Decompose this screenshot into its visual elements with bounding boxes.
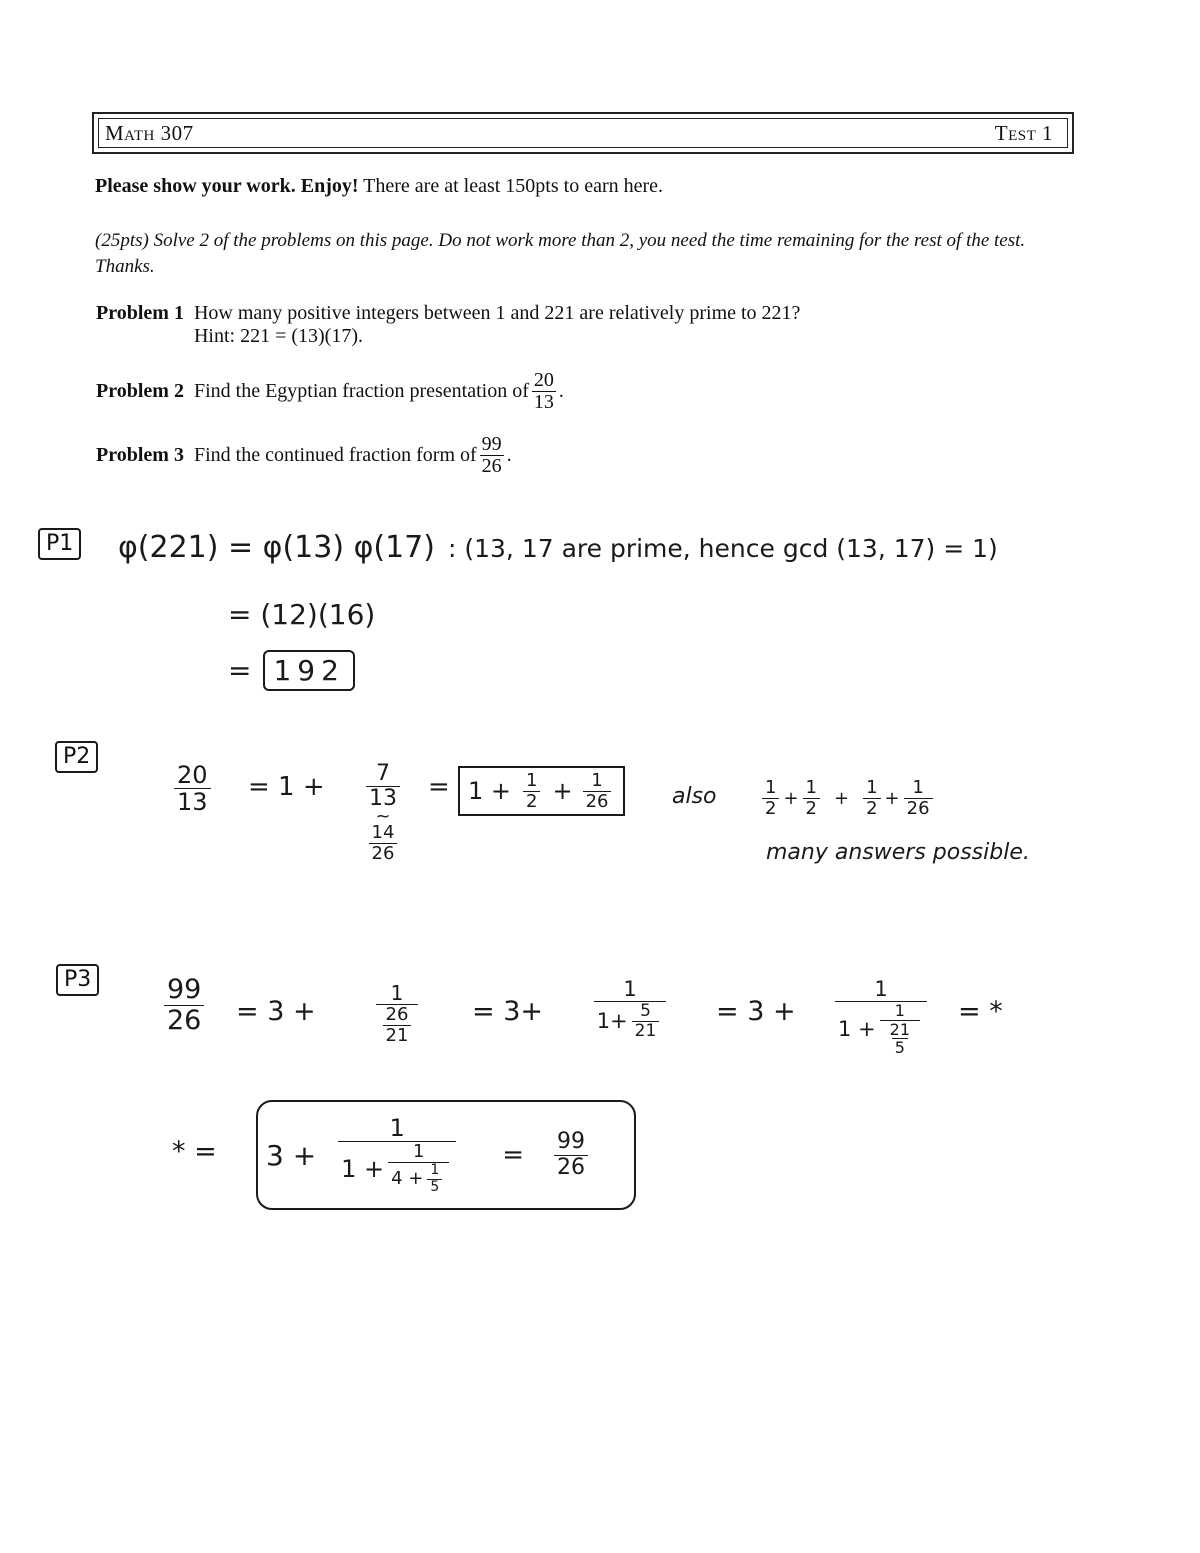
problem-1 [96, 302, 800, 348]
p2-lhs-num: 20 [177, 761, 208, 789]
course-title: Math 307 [105, 120, 194, 145]
p3-f-num: 1 [389, 1114, 405, 1143]
problem-2-fraction [532, 370, 556, 413]
p2-tag: P2 [55, 741, 98, 773]
p3-s3-top: 1 [894, 1001, 905, 1021]
p2-box-plus: + [552, 777, 573, 805]
p3-s3-num: 1 [874, 977, 888, 1001]
p1-tag: P1 [38, 528, 81, 560]
p3-s1-eq: = 3 + [236, 996, 316, 1027]
header-box [92, 112, 1074, 154]
p3-s2-inner-num: 5 [640, 1001, 651, 1022]
header-inner [98, 118, 1068, 148]
p3-s2-eq: = 3+ [472, 996, 544, 1027]
p2-box-f1-num: 1 [526, 769, 538, 791]
p3-tag: P3 [56, 964, 99, 996]
p3-s3-bot: 5 [892, 1038, 908, 1057]
p3-f-den-a: 1 + [341, 1154, 385, 1183]
p3-f-eq: = [502, 1140, 524, 1170]
p3-s3-den-a: 1 + [838, 1016, 876, 1041]
p2-tilde-mark: ~ [375, 806, 391, 828]
p2-alt-plus-1: + [783, 787, 799, 809]
problem-3-label: Problem 3 [96, 444, 184, 466]
p2-box-f2-num: 1 [591, 769, 603, 791]
p2-alt-plus-3: + [884, 787, 900, 809]
p3-step2 [570, 978, 690, 1040]
p2-alt-plus-2: + [834, 787, 850, 809]
p2-lhs-den: 13 [174, 788, 211, 815]
problem-2-text: Find the Egyptian fraction presentation of [193, 380, 529, 402]
p2-seven-thirteenths [362, 762, 404, 864]
p3-f-inner-den: 5 [427, 1179, 442, 1195]
intro-line [95, 173, 1095, 200]
p2-half-2-num: 1 [805, 777, 817, 798]
p3-s1-inner-den: 21 [383, 1025, 412, 1046]
p2-answer [458, 766, 625, 816]
p3-s3-eq: = 3 + [716, 996, 796, 1027]
p2-alt-den: 26 [369, 843, 398, 864]
p3-s3-mid: 21 [889, 1019, 910, 1039]
p2-half-1-den: 2 [762, 798, 779, 819]
p3-s2-den-a: 1+ [596, 1008, 628, 1033]
problem-3-frac-den: 26 [481, 455, 502, 477]
p3-s1-num: 1 [390, 981, 404, 1005]
p2-alt-sum [758, 778, 937, 819]
p2-box-f1-den: 2 [523, 791, 540, 812]
p1-line1: φ(221) = φ(13) φ(17) [118, 530, 435, 565]
problem-2 [96, 370, 564, 413]
problem-3-text: Find the continued fraction form of [193, 444, 477, 466]
p3-s3-end: = * [958, 996, 1003, 1027]
p2-eq2: = [428, 772, 450, 802]
p3-s1-inner-num: 26 [385, 1004, 409, 1025]
p2-answer-box [458, 766, 625, 816]
p2-lhs [170, 762, 215, 816]
instructions: (25pts) Solve 2 of the problems on this page. Do not work more than 2, you need the time remaining for the rest of the test. Thanks. [95, 230, 1026, 277]
problem-3 [96, 434, 512, 477]
problem-3-end: . [506, 444, 512, 466]
p1-line2: = (12)(16) [228, 598, 376, 631]
p3-step3 [822, 978, 940, 1057]
p1-line3 [228, 650, 355, 691]
p2-half-3-num: 1 [866, 777, 878, 798]
p2-last-den: 26 [904, 798, 933, 819]
test-title: Test 1 [994, 120, 1053, 145]
p3-s2-num: 1 [623, 977, 637, 1001]
problem-3-frac-num: 99 [481, 433, 502, 455]
p3-f-inner-a: 4 + [391, 1168, 424, 1190]
p1-eq3: = [228, 654, 252, 687]
p2-f7-num: 7 [376, 761, 390, 786]
problem-1-hint: Hint: 221 = (13)(17). [193, 325, 363, 347]
p3-f-res-den: 26 [554, 1155, 588, 1180]
p2-also: also [672, 784, 717, 809]
problem-1-label: Problem 1 [96, 302, 184, 324]
p2-note: many answers possible. [766, 840, 1030, 865]
p2-box-a: 1 + [468, 777, 512, 805]
problem-3-fraction [480, 434, 504, 477]
intro-rest: There are at least 150pts to earn here. [358, 175, 664, 197]
p2-last-num: 1 [912, 777, 924, 798]
problem-2-frac-den: 13 [533, 391, 554, 413]
p3-step1 [358, 982, 436, 1046]
p2-half-1-num: 1 [765, 777, 777, 798]
p1-note: : (13, 17 are prime, hence gcd (13, 17) = 1) [448, 534, 998, 563]
p3-lhs [160, 975, 208, 1035]
p2-box-f2-den: 26 [583, 791, 612, 812]
p2-f7-den: 13 [366, 786, 400, 811]
p3-lhs-den: 26 [164, 1005, 204, 1036]
problem-1-text: How many positive integers between 1 and 221 are relatively prime to 221? [193, 302, 801, 324]
p2-half-2-den: 2 [803, 798, 820, 819]
problem-2-label: Problem 2 [96, 380, 184, 402]
intro-bold: Please show your work. Enjoy! [95, 175, 359, 197]
p3-s2-inner-den: 21 [632, 1021, 660, 1041]
p3-lhs-num: 99 [167, 974, 202, 1005]
p2-alt-num: 14 [371, 822, 395, 844]
problem-2-end: . [558, 380, 564, 402]
p3-f-inner-top: 1 [412, 1141, 425, 1163]
p2-eq1: = 1 + [248, 772, 325, 802]
p3-star: * = [172, 1136, 217, 1167]
p2-half-3-den: 2 [863, 798, 880, 819]
problem-2-frac-num: 20 [533, 369, 554, 391]
p3-f-res-num: 99 [556, 1129, 585, 1155]
p3-f-inner-num: 1 [430, 1162, 440, 1179]
p3-f-a: 3 + [266, 1138, 317, 1172]
p3-final-box [256, 1100, 636, 1210]
p1-answer-box: 192 [263, 650, 354, 691]
